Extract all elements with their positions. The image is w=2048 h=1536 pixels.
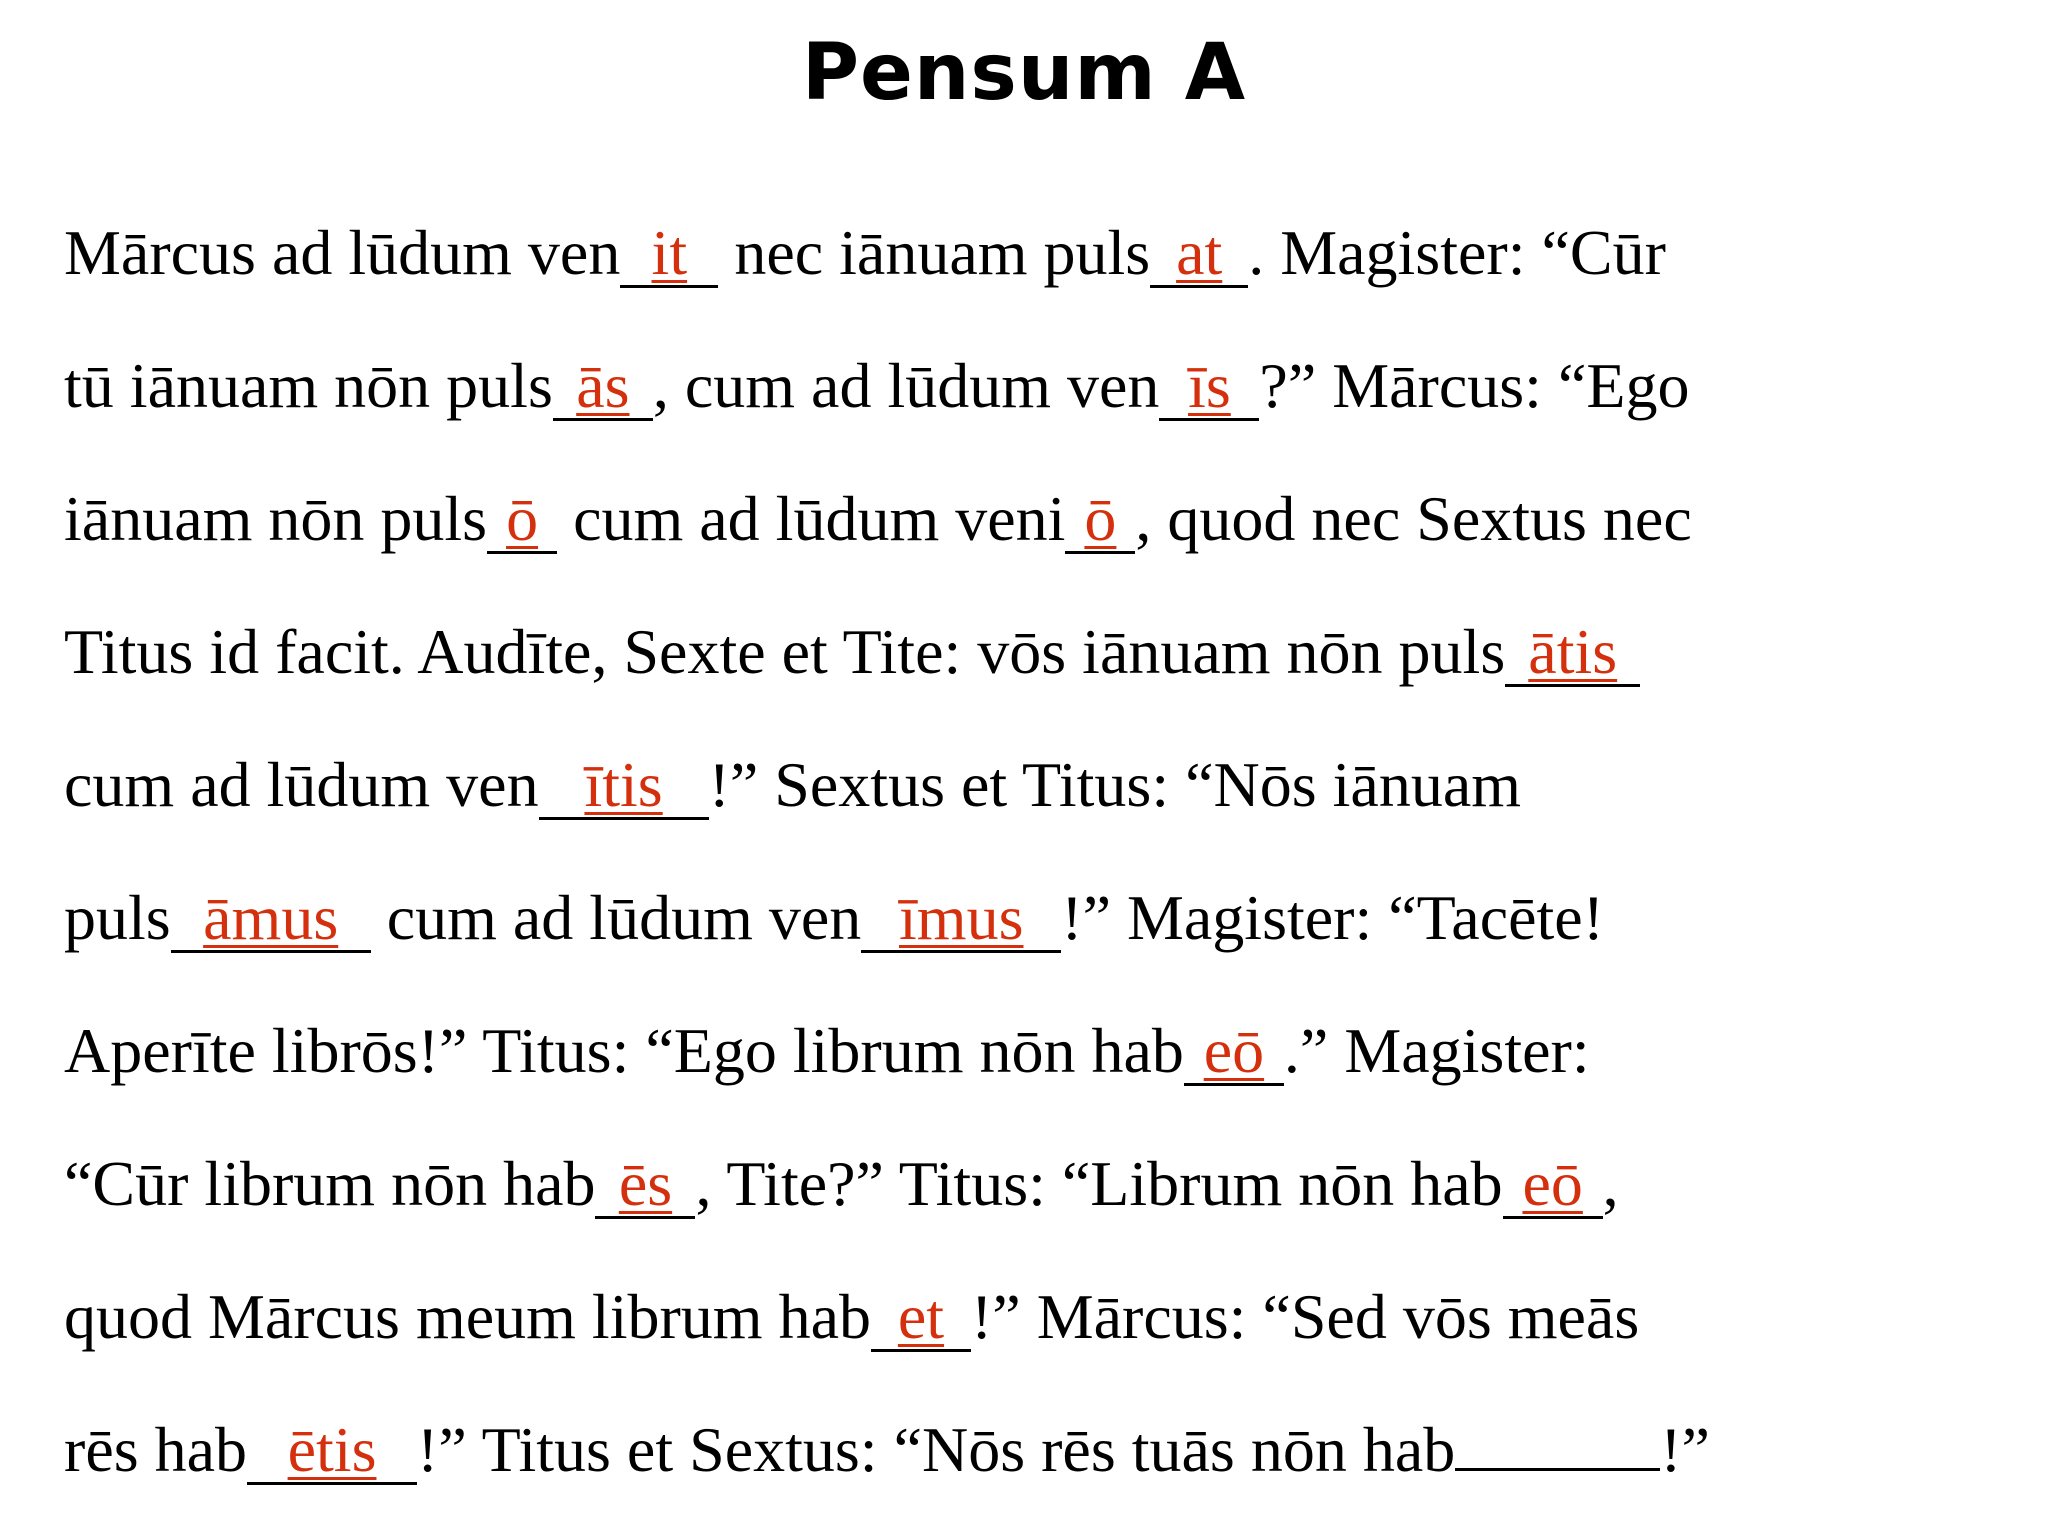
fill-in-blank[interactable] (861, 882, 1061, 953)
sentence-text: !” Magister: “Tacēte! (1061, 882, 1604, 953)
sentence-text: cum ad lūdum ven (64, 749, 539, 820)
sentence-text: !” (1660, 1414, 1710, 1485)
answer-text: eō (1203, 1015, 1265, 1086)
sentence-text: rēs hab (64, 1414, 248, 1485)
fill-in-blank[interactable] (1503, 1148, 1603, 1219)
fill-in-blank[interactable] (1455, 1404, 1660, 1471)
sentence-text: cum ad lūdum veni (557, 483, 1066, 554)
text-line (64, 1383, 2014, 1516)
fill-in-blank[interactable] (1065, 483, 1135, 554)
fill-in-blank[interactable] (620, 217, 718, 288)
text-line (64, 452, 2014, 585)
sentence-text: , quod nec Sextus nec (1135, 483, 1692, 554)
answer-text: āmus (203, 882, 339, 953)
text-line (64, 984, 2014, 1117)
answer-text: ātis (1528, 616, 1618, 687)
fill-in-blank[interactable] (247, 1414, 417, 1485)
fill-in-blank[interactable] (1505, 616, 1640, 687)
fill-in-blank[interactable] (539, 749, 709, 820)
answer-text: at (1176, 217, 1223, 288)
text-line (64, 1117, 2014, 1250)
text-line (64, 851, 2014, 984)
answer-text: ō (506, 483, 539, 554)
sentence-text: Titus id facit. Audīte, Sexte et Tite: vōs iānuam nōn puls (64, 616, 1506, 687)
fill-in-blank[interactable] (1184, 1015, 1284, 1086)
fill-in-blank[interactable] (595, 1148, 695, 1219)
answer-text: īs (1188, 350, 1231, 421)
sentence-text: . Magister: “Cūr (1248, 217, 1666, 288)
answer-text: ītis (584, 749, 663, 820)
sentence-text: !” Sextus et Titus: “Nōs iānuam (708, 749, 1521, 820)
fill-in-blank[interactable] (1159, 350, 1259, 421)
sentence-text: , Tite?” Titus: “Librum nōn hab (695, 1148, 1503, 1219)
answer-text: eō (1522, 1148, 1583, 1219)
answer-text: īmus (899, 882, 1024, 953)
sentence-text: cum ad lūdum ven (370, 882, 862, 953)
answer-text: et (897, 1281, 945, 1352)
text-line (64, 1250, 2014, 1383)
sentence-text: .” Magister: (1283, 1015, 1590, 1086)
sentence-text: !” Titus et Sextus: “Nōs rēs tuās nōn hab (417, 1414, 1456, 1485)
sentence-text: ?” Mārcus: “Ego (1259, 350, 1690, 421)
answer-text: ās (576, 350, 630, 421)
sentence-text: !” Mārcus: “Sed vōs meās (970, 1281, 1640, 1352)
answer-text: ō (1084, 483, 1117, 554)
sentence-text: , (1602, 1148, 1619, 1219)
fill-in-blank[interactable] (1150, 217, 1248, 288)
sentence-text: quod Mārcus meum librum hab (64, 1281, 871, 1352)
sentence-text: iānuam nōn puls (64, 483, 488, 554)
text-line (64, 585, 2014, 718)
fill-in-blank[interactable] (553, 350, 653, 421)
fill-in-blank[interactable] (171, 882, 371, 953)
exercise-text (64, 186, 2014, 1516)
sentence-text: Aperīte librōs!” Titus: “Ego librum nōn hab (64, 1015, 1184, 1086)
text-line (64, 186, 2014, 319)
sentence-text: “Cūr librum nōn hab (64, 1148, 596, 1219)
fill-in-blank[interactable] (871, 1281, 971, 1352)
text-line (64, 718, 2014, 851)
sentence-text: nec iānuam puls (718, 217, 1151, 288)
sentence-text: Mārcus ad lūdum ven (64, 217, 621, 288)
sentence-text: puls (64, 882, 171, 953)
fill-in-blank[interactable] (487, 483, 557, 554)
page-title: Pensum A (801, 28, 1247, 118)
sentence-text: tū iānuam nōn puls (64, 350, 553, 421)
answer-text: ēs (618, 1148, 673, 1219)
answer-text: it (651, 217, 688, 288)
sentence-text: , cum ad lūdum ven (652, 350, 1160, 421)
answer-text: ētis (287, 1414, 377, 1485)
text-line (64, 319, 2014, 452)
